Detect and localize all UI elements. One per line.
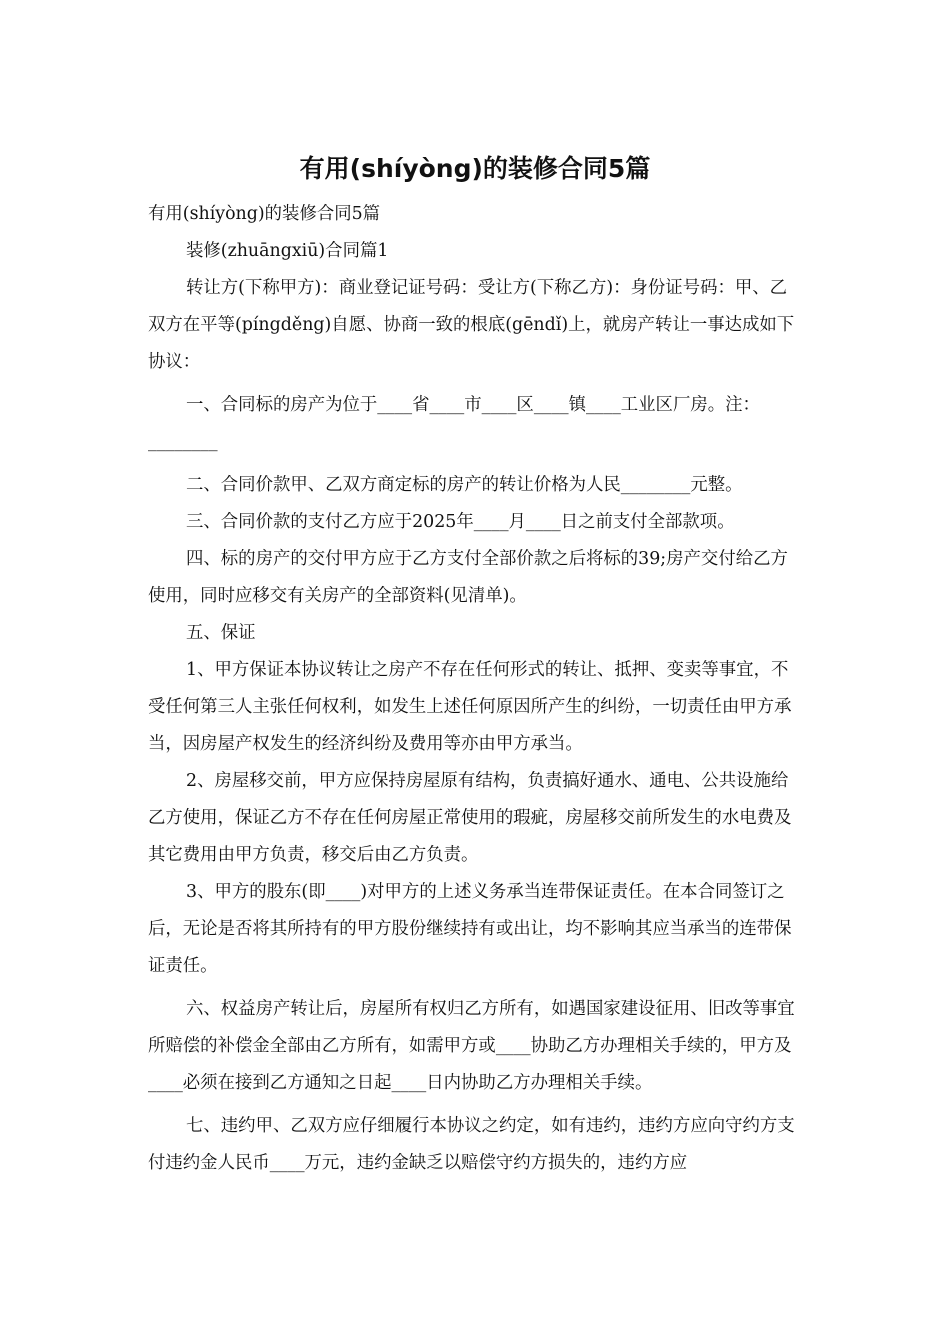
paragraph-parties: 转让方(下称甲方)：商业登记证号码：受让方(下称乙方)：身份证号码：甲、乙双方在平等(píngděng)自愿、协商一致的根底(gēndǐ)上，就房产转让一事达成如下协议：	[148, 278, 795, 372]
section-heading: 装修(zhuāngxiū)合同篇1	[186, 241, 389, 261]
document-title: 有用(shíyòng)的装修合同5篇	[299, 154, 651, 183]
document-body	[148, 196, 800, 1182]
clause-5-heading: 五、保证	[186, 623, 256, 643]
clause-1: 一、合同标的房产为位于____省____市____区____镇____工业区厂房。注：________	[148, 395, 760, 452]
document-subtitle: 有用(shíyòng)的装修合同5篇	[148, 204, 381, 224]
clause-7: 七、违约甲、乙双方应仔细履行本协议之约定，如有违约，违约方应向守约方支付违约金人民币____万元，违约金缺乏以赔偿守约方损失的，违约方应	[148, 1116, 795, 1173]
clause-6: 六、权益房产转让后，房屋所有权归乙方所有，如遇国家建设征用、旧改等事宜所赔偿的补偿金全部由乙方所有，如需甲方或____协助乙方办理相关手续的，甲方及____必须在接到乙方通知之日起____日内协助乙方办理相关手续。	[148, 999, 795, 1093]
clause-3: 三、合同价款的支付乙方应于2025年____月____日之前支付全部款项。	[186, 512, 735, 532]
clause-4: 四、标的房产的交付甲方应于乙方支付全部价款之后将标的39;房产交付给乙方使用，同时应移交有关房产的全部资料(见清单)。	[148, 549, 788, 606]
clause-5-3: 3、甲方的股东(即____)对甲方的上述义务承当连带保证责任。在本合同签订之后，无论是否将其所持有的甲方股份继续持有或出让，均不影响其应当承当的连带保证责任。	[148, 882, 792, 976]
clause-5-2: 2、房屋移交前，甲方应保持房屋原有结构，负责搞好通水、通电、公共设施给乙方使用，保证乙方不存在任何房屋正常使用的瑕疵，房屋移交前所发生的水电费及其它费用由甲方负责，移交后由乙方负责。	[148, 771, 792, 865]
clause-5-1: 1、甲方保证本协议转让之房产不存在任何形式的转让、抵押、变卖等事宜，不受任何第三人主张任何权利，如发生上述任何原因所产生的纠纷，一切责任由甲方承当，因房屋产权发生的经济纠纷及费用等亦由甲方承当。	[148, 660, 792, 754]
clause-2: 二、合同价款甲、乙双方商定标的房产的转让价格为人民________元整。	[186, 475, 743, 495]
